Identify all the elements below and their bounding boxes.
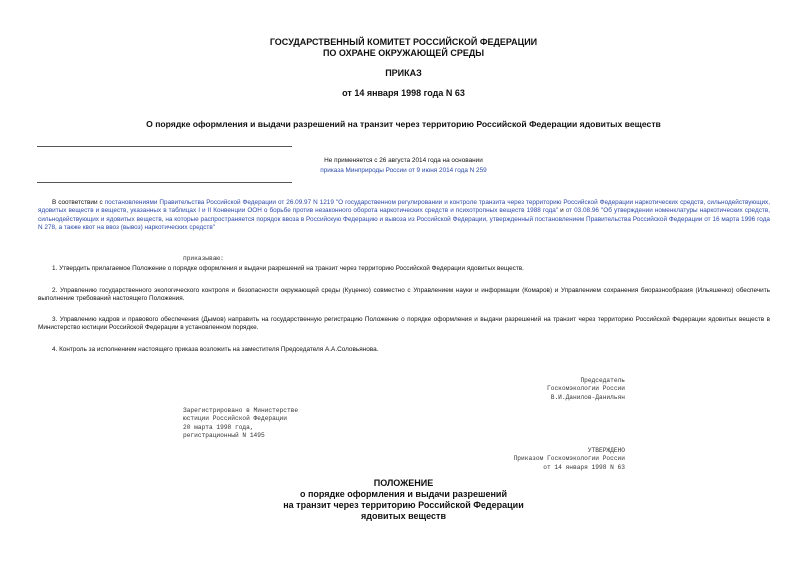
polozhenie-line3: на транзит через территорию Российской Федерации [283,500,524,510]
notice-link[interactable]: приказа Минприроды России от 9 июня 2014 года N 259 [320,167,487,174]
approved-by: Приказом Госкомэкологии России [513,455,625,463]
preamble-and: и [558,207,566,215]
polozhenie-title: ПОЛОЖЕНИЕ [373,478,434,488]
item-3: 3. Управлению кадров и правового обеспечения (Дымов) направить на государственную регистрацию Положение о порядке оформления и выдачи разрешений на транзит через территорию Российской Федерации ядовитых веществ в Министерство юстиции Российской Федерации в установленном порядке. [38,316,770,332]
separator-top [37,146,292,147]
signature-title: Председатель [580,377,625,384]
preamble-link-030896[interactable]: от 03.08.96 "Об утверждении номенклатуры наркотических средств, сильнодействующих и ядовитых веществ, на которые распространяется порядок ввоза в Российскую Федерацию и вывоза из Российской Федерации, утвержденный постановлением Правительства Российской Федерации от 16 марта 1996 года N 278, а также квот на ввоз (вывоз) наркотических средств" [38,207,770,232]
approved-label: УТВЕРЖДЕНО [587,447,625,454]
approved-date: от 14 января 1998 N 63 [543,463,625,471]
item-4: 4. Контроль за исполнением настоящего приказа возложить на заместителя Председателя А.А.Соловьянова. [52,346,379,353]
item-1: 1. Утвердить прилагаемое Положение о порядке оформления и выдачи разрешений на транзит через территорию Российской Федерации ядовитых веществ. [52,265,524,272]
prikazyvayu: приказываю: [183,255,224,262]
preamble-link-1219[interactable]: постановлениями Правительства Российской Федерации от 26.09.97 N 1219 "О государственном регулировании и контроле транзита через территорию Российской Федерации наркотических средств, сильнодействующих, ядовитых веществ и веществ, указанных в таблицах I и II Конвенции ООН о борьбе против незаконного оборота наркотических средств и психотропных веществ 1988 года" [38,199,771,215]
signature-org: Госкомэкологии России [547,385,625,393]
polozhenie-line4: ядовитых веществ [361,511,446,521]
registration-line4: регистрационный N 1495 [183,431,265,439]
org-name-line2: ПО ОХРАНЕ ОКРУЖАЮЩЕЙ СРЕДЫ [322,48,485,58]
approved-block [514,447,625,472]
polozhenie-line2: о порядке оформления и выдачи разрешений [300,489,507,499]
separator-bottom [37,182,292,183]
registration-line2: юстиции Российской Федерации [183,415,287,423]
preamble [38,199,770,233]
doc-type: ПРИКАЗ [385,68,422,78]
registration-line1: Зарегистрировано в Министерстве [183,407,299,414]
registration-line3: 20 марта 1998 года, [183,423,254,431]
notice-text: Не применяется с 26 августа 2014 года на основании [324,157,483,164]
item-2: 2. Управлению государственного экологического контроля и безопасности окружающей среды (Куценко) совместно с Управлением науки и информации (Комаров) и Управлением сохранения биоразнообразия (Ильяшенко) обеспечить выполнение требований настоящего Положения. [38,287,770,303]
org-name-line1: ГОСУДАРСТВЕННЫЙ КОМИТЕТ РОССИЙСКОЙ ФЕДЕРАЦИИ [269,37,538,47]
doc-date-number: от 14 января 1998 года N 63 [342,88,465,98]
doc-title: О порядке оформления и выдачи разрешений на транзит через территорию Российской Федерации ядовитых веществ [146,119,661,129]
signature-block [547,377,625,402]
preamble-intro: В соответствии с [52,199,105,206]
registration-block [183,407,298,440]
signature-name: В.И.Данилов-Данильян [550,393,625,401]
